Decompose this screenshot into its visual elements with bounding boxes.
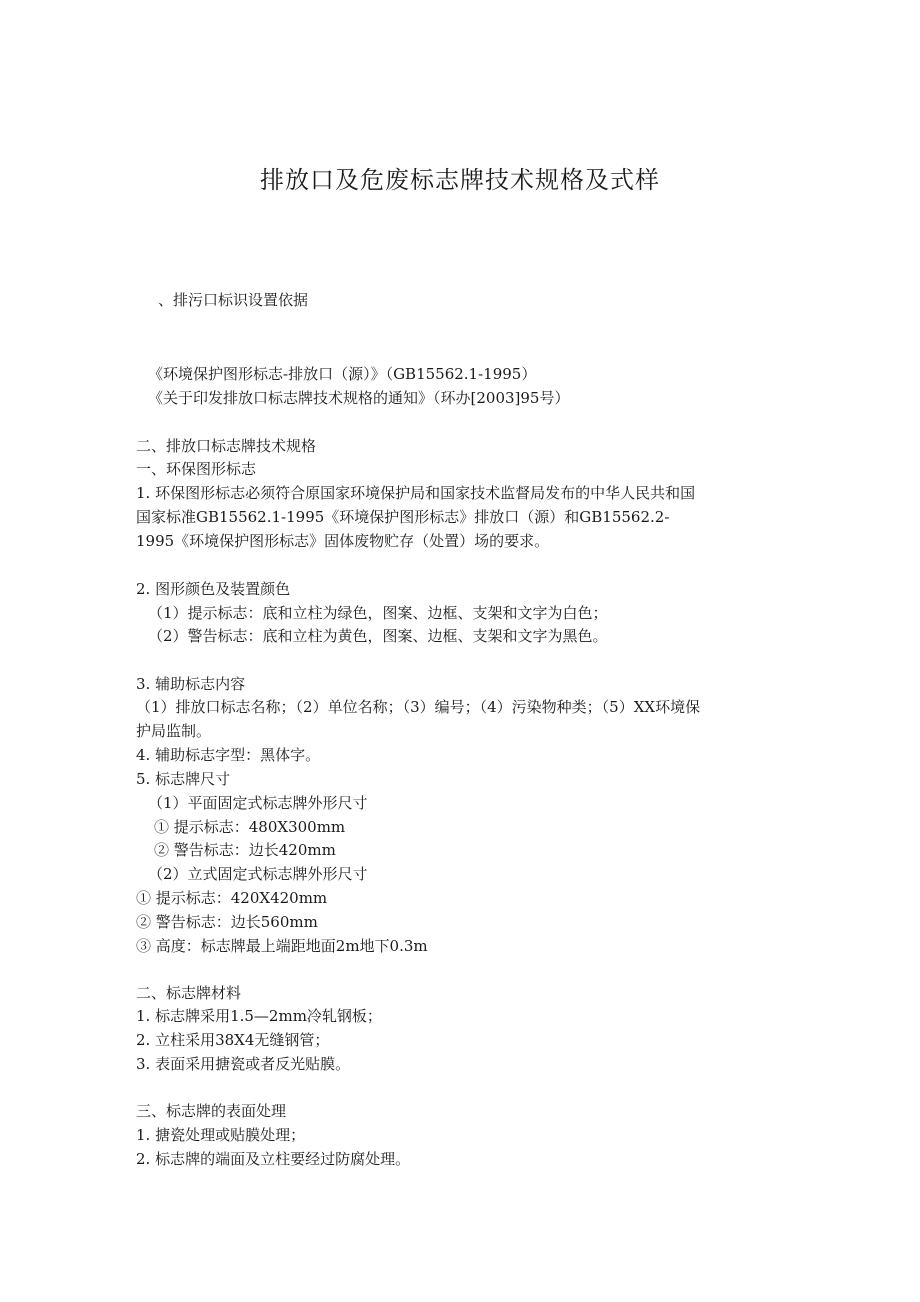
list-item: 1. 搪瓷处理或贴膜处理； [136,1126,306,1144]
paragraph-line: 国家标准GB15562.1-1995《环境保护图形标志》排放口（源）和GB15562.2- [136,508,670,526]
list-item: 2. 标志牌的端面及立柱要经过防腐处理。 [136,1150,411,1168]
list-item: 护局监制。 [136,722,212,740]
section-heading-basis: 、排污口标识设置依据 [158,291,309,309]
list-item: ② 警告标志：边长420mm [154,841,336,859]
list-item: ① 提示标志：420X420mm [136,889,328,907]
list-item: 1. 标志牌采用1.5—2mm冷轧钢板； [136,1007,382,1025]
page-title: 排放口及危废标志牌技术规格及式样 [260,166,660,194]
list-item: （1）排放口标志名称；（2）单位名称；（3）编号；（4）污染物种类；（5）XX环境保 [136,698,701,716]
section-heading-material: 二、标志牌材料 [136,984,242,1002]
list-heading: 3. 辅助标志内容 [136,675,246,693]
list-item: ① 提示标志：480X300mm [154,818,346,836]
paragraph-line: 1. 环保图形标志必须符合原国家环境保护局和国家技术监督局发布的中华人民共和国 [136,484,696,502]
subsection-heading: 一、环保图形标志 [136,460,257,478]
list-item: （1）平面固定式标志牌外形尺寸 [148,794,368,812]
list-item: 3. 表面采用搪瓷或者反光贴膜。 [136,1055,351,1073]
list-item: （2）警告标志：底和立柱为黄色，图案、边框、支架和文字为黑色。 [148,627,608,645]
list-heading: 2. 图形颜色及装置颜色 [136,580,291,598]
reference-item: 《关于印发排放口标志牌技术规格的通知》（环办[2003]95号） [148,389,570,407]
list-item: 4. 辅助标志字型：黑体字。 [136,746,321,764]
paragraph-line: 1995《环境保护图形标志》固体废物贮存（处置）场的要求。 [136,532,550,550]
list-item: （1）提示标志：底和立柱为绿色，图案、边框、支架和文字为白色； [148,604,608,622]
section-heading-spec: 二、排放口标志牌技术规格 [136,437,317,455]
list-heading: 5. 标志牌尺寸 [136,770,231,788]
list-item: ③ 高度：标志牌最上端距地面2m地下0.3m [136,937,428,955]
list-item: （2）立式固定式标志牌外形尺寸 [148,865,368,883]
list-item: ② 警告标志：边长560mm [136,913,318,931]
reference-item: 《环境保护图形标志-排放口（源）》（GB15562.1-1995） [148,365,537,383]
list-item: 2. 立柱采用38X4无缝钢管； [136,1031,330,1049]
section-heading-surface: 三、标志牌的表面处理 [136,1102,287,1120]
